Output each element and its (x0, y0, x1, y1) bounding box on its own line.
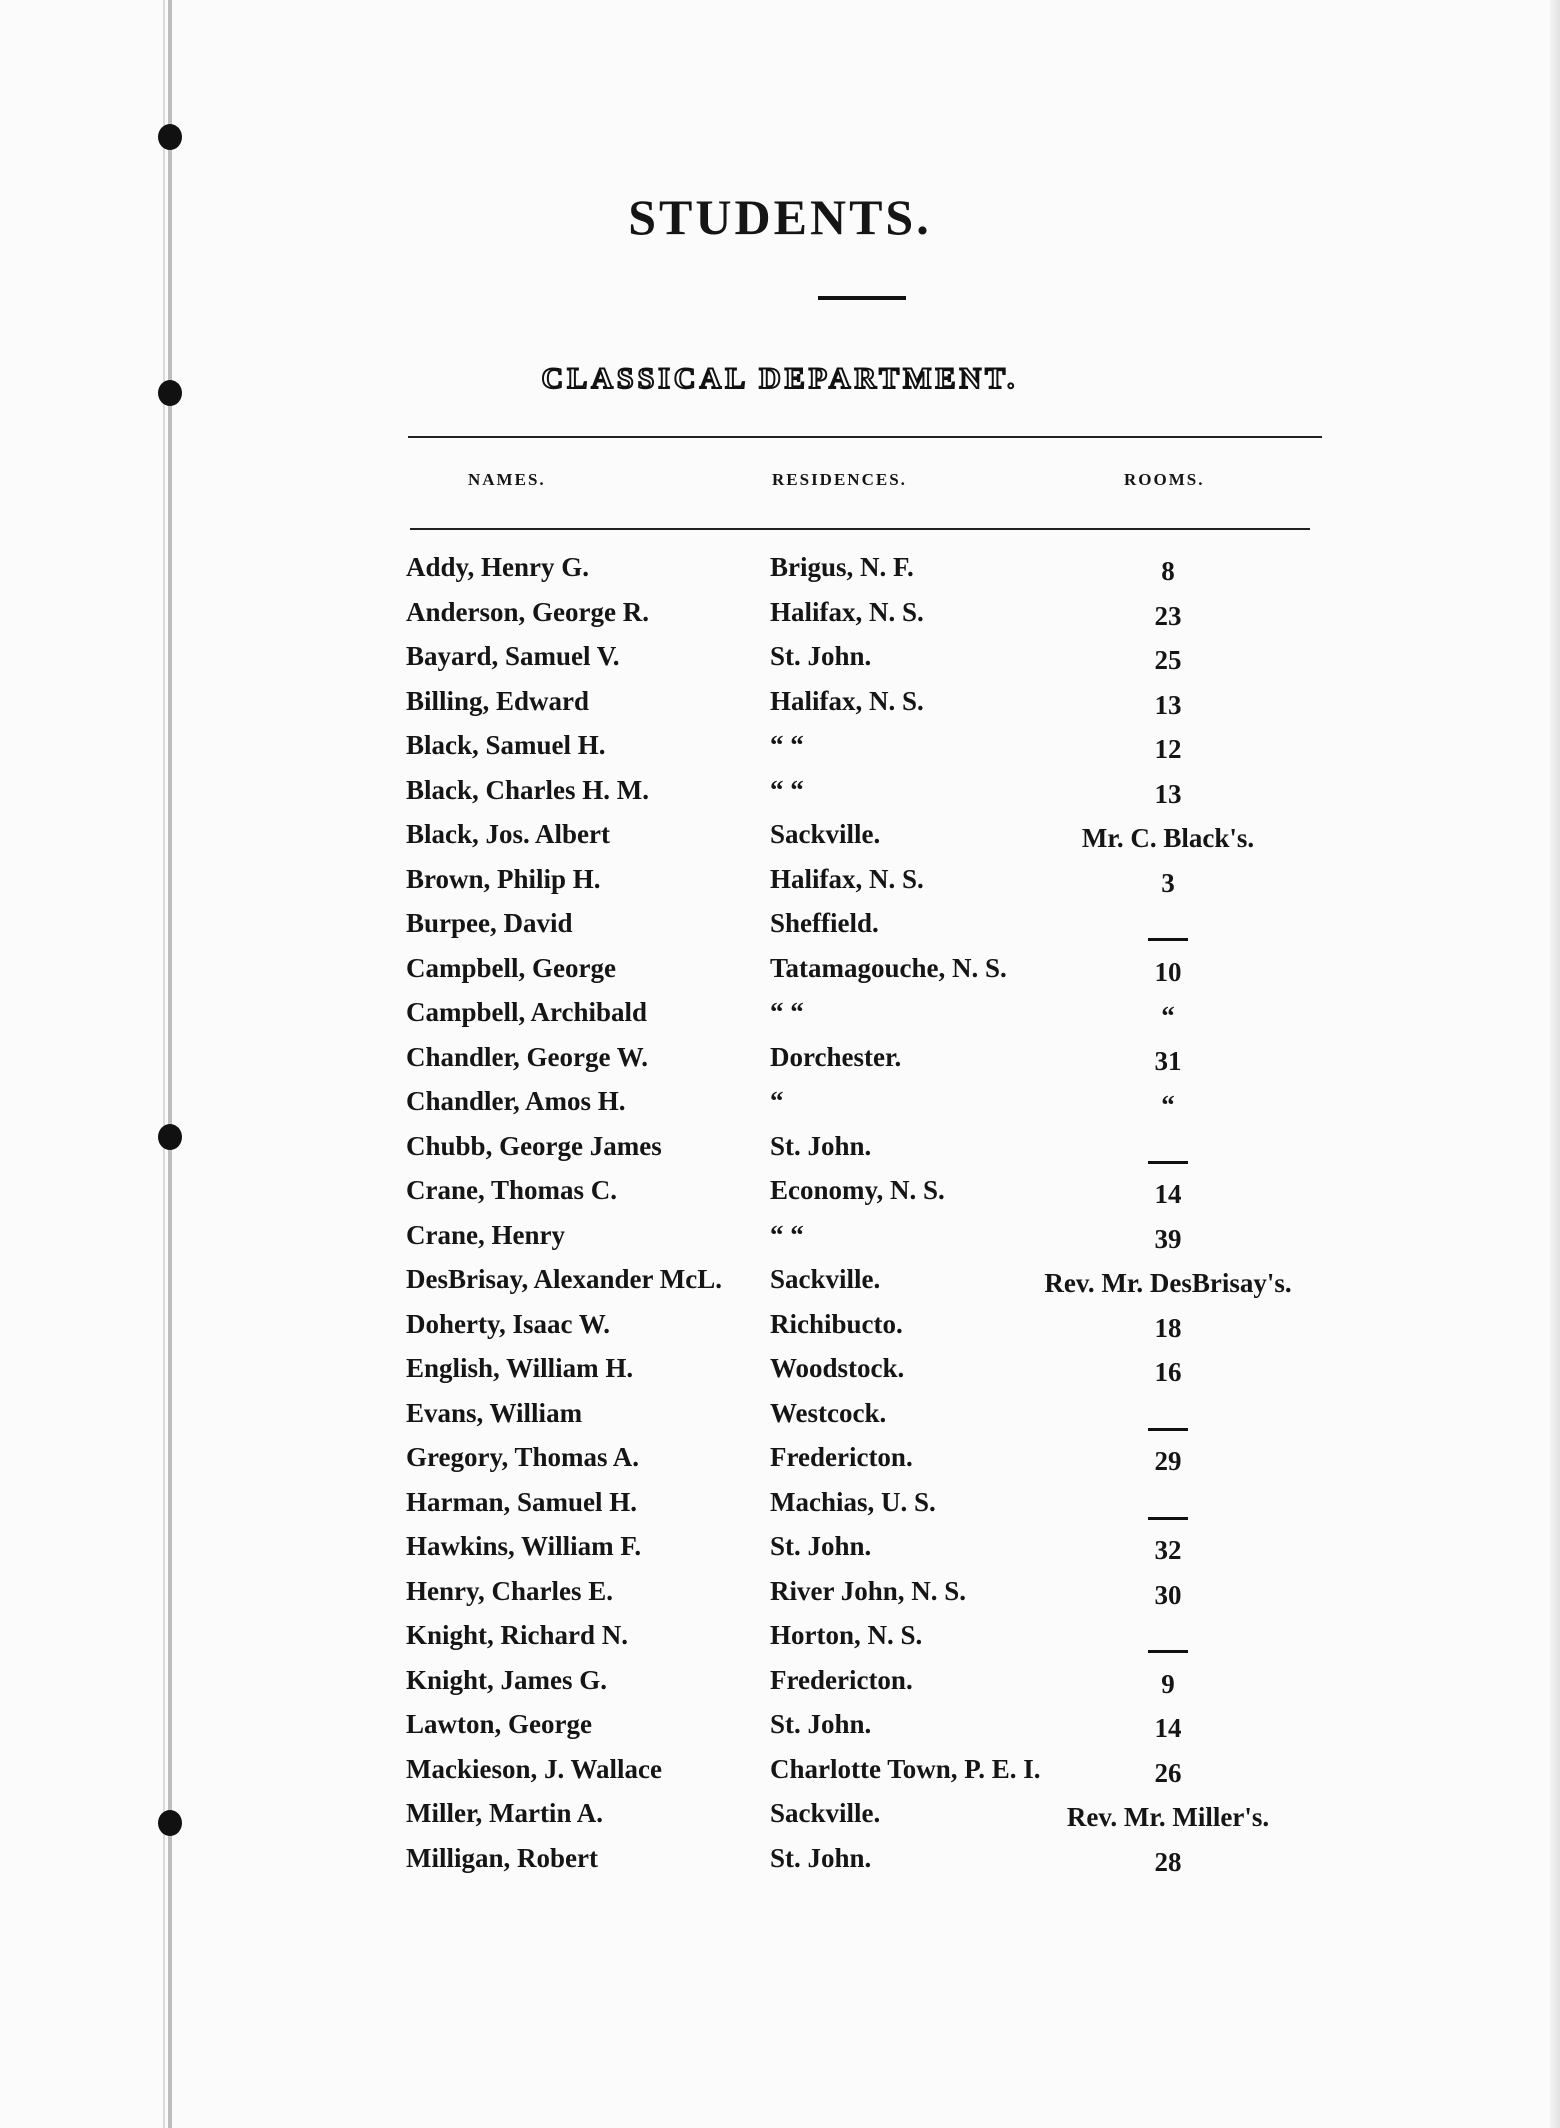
table-row (0, 1264, 1560, 1309)
student-name: Knight, James G. (406, 1664, 608, 1695)
student-name: Burpee, David (406, 908, 573, 938)
student-residence: St. John. (770, 1709, 872, 1739)
student-name: Campbell, George (406, 952, 616, 983)
room-dash (1148, 1517, 1188, 1520)
table-row (0, 552, 1560, 597)
room-value (1148, 1624, 1188, 1660)
table-row (0, 1754, 1560, 1799)
column-header-rooms: ROOMS. (1124, 470, 1205, 489)
student-residence: Halifax, N. S. (770, 863, 924, 894)
room-value: 29 (1154, 1446, 1182, 1476)
student-residence: St. John. (770, 641, 872, 671)
table-row (0, 1798, 1560, 1843)
room-value: 14 (1154, 1179, 1182, 1209)
student-residence: St. John. (770, 1842, 872, 1873)
student-name: Evans, William (406, 1397, 583, 1428)
room-value: “ (1161, 1090, 1175, 1120)
table-row (0, 908, 1560, 953)
student-name: Doherty, Isaac W. (406, 1308, 611, 1339)
title-rule (818, 296, 906, 300)
table-row (0, 1220, 1560, 1265)
room-value: 14 (1154, 1713, 1182, 1743)
student-name: DesBrisay, Alexander McL. (406, 1264, 722, 1294)
room-dash (1148, 1428, 1188, 1431)
student-residence: Tatamagouche, N. S. (770, 952, 1007, 983)
room-value: 13 (1154, 689, 1182, 720)
table-row (0, 1576, 1560, 1621)
table-row (0, 1843, 1560, 1888)
student-residence: “ (770, 1086, 784, 1116)
room-value: 26 (1154, 1757, 1182, 1788)
table-row (0, 597, 1560, 642)
student-name: Bayard, Samuel V. (406, 641, 620, 671)
table-row (0, 1353, 1560, 1398)
student-list (0, 552, 1560, 1887)
column-header-residences: RESIDENCES. (772, 470, 907, 489)
table-row (0, 997, 1560, 1042)
student-name: Addy, Henry G. (406, 552, 590, 582)
room-value: 39 (1154, 1223, 1182, 1254)
table-row (0, 1665, 1560, 1710)
student-residence: River John, N. S. (770, 1575, 967, 1606)
table-row (0, 1487, 1560, 1532)
room-value: 10 (1154, 956, 1182, 987)
student-name: Campbell, Archibald (406, 997, 648, 1027)
student-name: Chubb, George James (406, 1130, 662, 1161)
student-residence: Dorchester. (770, 1041, 902, 1072)
student-name: Chandler, Amos H. (406, 1086, 626, 1116)
student-residence: Woodstock. (770, 1353, 905, 1383)
table-row (0, 1531, 1560, 1576)
student-name: Black, Samuel H. (406, 730, 606, 760)
student-name: Harman, Samuel H. (406, 1486, 638, 1517)
room-value: 9 (1161, 1668, 1175, 1699)
table-row (0, 641, 1560, 686)
table-row (0, 864, 1560, 909)
room-dash (1148, 1161, 1188, 1164)
table-row (0, 1309, 1560, 1354)
room-value: 12 (1154, 734, 1182, 764)
student-residence: Sackville. (770, 1264, 881, 1294)
student-residence: Fredericton. (770, 1442, 913, 1472)
student-residence: “ “ (770, 997, 804, 1027)
room-value: 30 (1154, 1579, 1182, 1610)
student-name: Brown, Philip H. (406, 863, 601, 894)
student-residence: Richibucto. (770, 1308, 903, 1339)
student-residence: “ “ (770, 730, 804, 760)
student-residence: Halifax, N. S. (770, 596, 924, 627)
room-value: 3 (1161, 867, 1175, 898)
student-name: Black, Charles H. M. (406, 774, 649, 805)
student-name: Miller, Martin A. (406, 1798, 603, 1828)
student-residence: Charlotte Town, P. E. I. (770, 1753, 1041, 1784)
room-value (1148, 912, 1188, 948)
room-value: 8 (1161, 556, 1175, 586)
room-value: 13 (1154, 778, 1182, 809)
room-value: Mr. C. Black's. (1081, 823, 1255, 853)
student-residence: “ “ (770, 1219, 804, 1250)
student-residence: Sackville. (770, 819, 881, 849)
binding-stitch (158, 124, 182, 150)
student-name: English, William H. (406, 1353, 634, 1383)
student-name: Anderson, George R. (406, 596, 649, 627)
room-value: 23 (1154, 600, 1182, 631)
room-value: Rev. Mr. Miller's. (1066, 1802, 1270, 1832)
room-dash (1148, 1650, 1188, 1653)
room-dash (1148, 938, 1188, 941)
student-residence: “ “ (770, 774, 804, 805)
student-name: Crane, Thomas C. (406, 1175, 618, 1205)
student-residence: Machias, U. S. (770, 1486, 936, 1517)
room-value: “ (1161, 1001, 1175, 1031)
room-value: 16 (1154, 1357, 1182, 1387)
department-heading: CLASSICAL DEPARTMENT. (541, 362, 1019, 395)
student-residence: Sackville. (770, 1798, 881, 1828)
table-row (0, 775, 1560, 820)
student-residence: Halifax, N. S. (770, 685, 924, 716)
table-row (0, 1442, 1560, 1487)
student-residence: Horton, N. S. (770, 1620, 923, 1650)
student-name: Hawkins, William F. (406, 1531, 642, 1561)
room-value (1148, 1135, 1188, 1171)
room-value (1148, 1491, 1188, 1527)
room-value: 31 (1154, 1045, 1182, 1076)
room-value: 25 (1154, 645, 1182, 675)
student-residence: Westcock. (770, 1397, 887, 1428)
page-title: STUDENTS. (628, 189, 932, 245)
room-value: Rev. Mr. DesBrisay's. (1044, 1268, 1292, 1298)
table-row (0, 819, 1560, 864)
room-value (1148, 1402, 1188, 1438)
room-value: 32 (1154, 1535, 1182, 1565)
student-name: Lawton, George (406, 1709, 592, 1739)
table-row (0, 1709, 1560, 1754)
student-name: Milligan, Robert (406, 1842, 598, 1873)
student-residence: St. John. (770, 1130, 872, 1161)
header-rule-bottom (410, 528, 1310, 530)
column-header-names: NAMES. (468, 470, 546, 489)
student-residence: Economy, N. S. (770, 1175, 945, 1205)
student-residence: St. John. (770, 1531, 872, 1561)
table-row (0, 1042, 1560, 1087)
student-name: Gregory, Thomas A. (406, 1442, 640, 1472)
table-row (0, 1398, 1560, 1443)
room-value: 28 (1154, 1846, 1182, 1877)
table-row (0, 1131, 1560, 1176)
table-row (0, 730, 1560, 775)
student-name: Mackieson, J. Wallace (406, 1753, 662, 1784)
table-row (0, 953, 1560, 998)
student-residence: Sheffield. (770, 908, 879, 938)
room-value: 18 (1154, 1312, 1182, 1343)
student-name: Knight, Richard N. (406, 1620, 629, 1650)
header-rule-top (408, 436, 1322, 438)
student-name: Black, Jos. Albert (406, 819, 611, 849)
table-row (0, 686, 1560, 731)
student-name: Chandler, George W. (406, 1041, 649, 1072)
student-name: Crane, Henry (406, 1219, 565, 1250)
student-residence: Brigus, N. F. (770, 552, 914, 582)
table-row (0, 1175, 1560, 1220)
student-name: Billing, Edward (406, 685, 590, 716)
table-row (0, 1620, 1560, 1665)
student-name: Henry, Charles E. (406, 1575, 613, 1606)
student-residence: Fredericton. (770, 1664, 913, 1695)
table-row (0, 1086, 1560, 1131)
